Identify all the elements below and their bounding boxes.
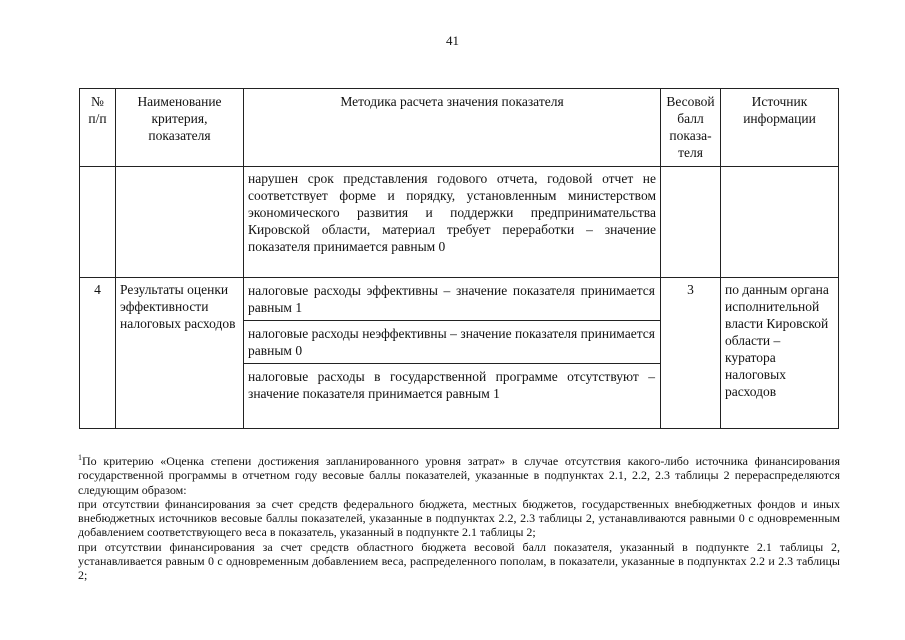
header-weight: Весовой балл показа-теля <box>661 89 721 167</box>
cell-empty-weight <box>661 167 721 278</box>
cell-empty-name <box>116 167 244 278</box>
footnote-marker: 1 <box>78 453 82 462</box>
row4-methods <box>244 278 661 429</box>
table-header-row <box>80 89 839 167</box>
row4-num: 4 <box>80 278 116 429</box>
row4-weight: 3 <box>661 278 721 429</box>
row4-source: по данным органа исполнительной власти Кировской области – куратора налоговых расходов <box>721 278 839 429</box>
page-number: 41 <box>446 33 459 48</box>
cell-empty-source <box>721 167 839 278</box>
cell-empty-num <box>80 167 116 278</box>
footnote-intro <box>78 454 840 497</box>
footnote-paragraph-2: при отсутствии финансирования за счет средств областного бюджета весовой балл показателя, указанный в подпункте 2.1 таблицы 2, устанавливается равным 0 с одновременным добавлением веса, распределенного пополам, в показатели, указанные в подпунктах 2.2 и 2.3 таблицы 2; <box>78 539 840 583</box>
header-num: № п/п <box>80 89 116 167</box>
row4-method-2: налоговые расходы неэффективны – значение показателя принимается равным 0 <box>244 321 660 364</box>
table-row-continuation <box>80 167 839 278</box>
row4-method-1: налоговые расходы эффективны – значение показателя принимается равным 1 <box>244 278 660 321</box>
continuation-method-text: нарушен срок представления годового отчета, годовой отчет не соответствует форме и порядку, установленным министерством экономического развития и поддержки предпринимательства Кировской области, материал требует переработки – значение показателя принимается равным 0 <box>244 167 661 278</box>
row4-name: Результаты оценки эффективности налоговых расходов <box>116 278 244 429</box>
header-source: Источник информации <box>721 89 839 167</box>
footnote <box>78 454 840 583</box>
table-row-4 <box>80 278 839 429</box>
row4-methods-list <box>244 278 660 428</box>
footnote-paragraph-1: при отсутствии финансирования за счет средств федерального бюджета, местных бюджетов, государственных внебюджетных фондов и иных внебюджетных источников весовые баллы показателей, указанные в подпунктах 2.2, 2.3 таблицы 2, устанавливаются равными 0 с одновременным добавлением соответствующего веса в показатель, указанный в подпункте 2.1 таблицы 2; <box>78 496 840 540</box>
header-method: Методика расчета значения показателя <box>244 89 661 167</box>
footnote-intro-text: По критерию «Оценка степени достижения запланированного уровня затрат» в случае отсутствия какого-либо источника финансирования государственной программы в отчетном году весовые баллы показателей, указанные в подпунктах 2.1, 2.2, 2.3 таблицы 2 перераспределяются следующим образом: <box>78 454 840 497</box>
row4-method-3: налоговые расходы в государственной программе отсутствуют – значение показателя принимается равным 1 <box>248 369 655 401</box>
criteria-table <box>79 88 839 429</box>
header-name: Наименование критерия, показателя <box>116 89 244 167</box>
